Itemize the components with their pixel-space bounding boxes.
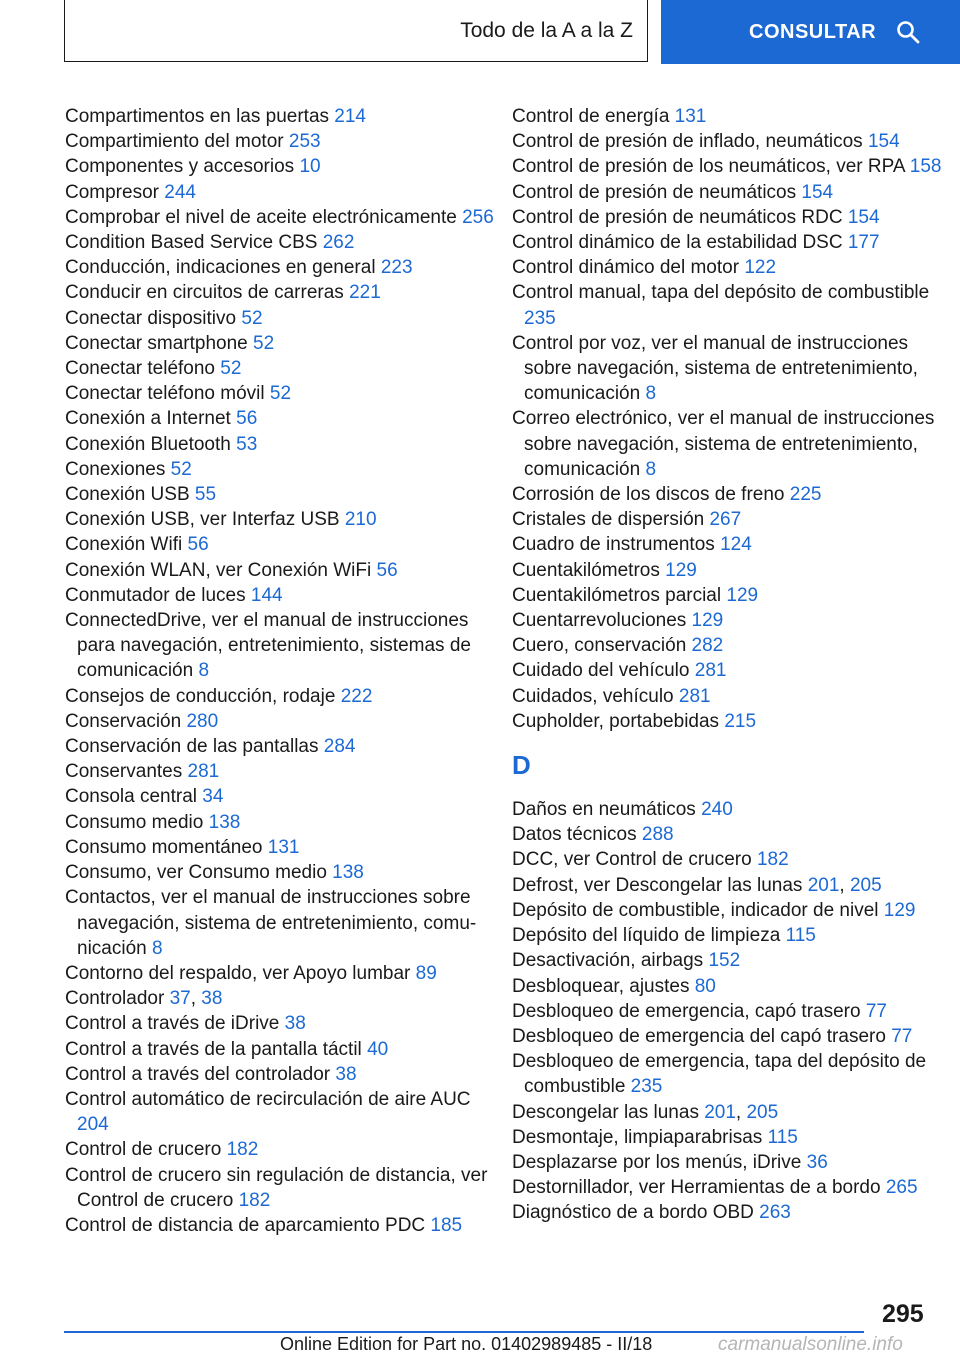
tab-index-a-z[interactable]	[64, 0, 648, 62]
index-entry	[65, 1062, 505, 1087]
page-link[interactable]: 154	[847, 206, 880, 228]
index-entry	[512, 974, 952, 999]
page-separator: ,	[190, 988, 202, 1010]
index-entry	[65, 1037, 505, 1062]
index-entry-text: Cupholder, portabebidas	[512, 710, 725, 732]
index-entry	[512, 822, 952, 847]
index-entry	[65, 154, 505, 179]
page-link[interactable]: 10	[299, 156, 321, 178]
index-entry-text: Contactos, ver el manual de instrucciones sobre navegación, sistema de entretenimiento, comunicación	[65, 887, 477, 959]
index-entry-text: Desactivación, airbags	[512, 950, 709, 972]
consult-button[interactable]	[661, 0, 960, 64]
index-entry	[512, 255, 952, 280]
index-column-left	[65, 104, 505, 1238]
index-entry-text: Conservación	[65, 710, 187, 732]
page-link[interactable]: 52	[241, 307, 263, 329]
index-entry-text: Cuentakilómetros	[512, 559, 666, 581]
page-link[interactable]: 201	[704, 1101, 736, 1123]
page-link[interactable]: 56	[236, 408, 258, 430]
page-link[interactable]: 38	[201, 988, 223, 1010]
page-link[interactable]: 138	[332, 862, 364, 884]
index-entry-text: Correo electrónico, ver el manual de instrucciones sobre navegación, sistema de entretenimiento, comunicación	[512, 408, 935, 480]
index-entry	[512, 898, 952, 923]
index-entry-text: Desplazarse por los menús, iDrive	[512, 1151, 807, 1173]
index-entry-text: Comprobar el nivel de aceite electrónicamente	[65, 206, 463, 228]
page-link[interactable]: 77	[891, 1025, 913, 1047]
index-entry-text: Control de presión de neumáticos	[512, 181, 802, 203]
page-link[interactable]: 182	[238, 1189, 271, 1211]
index-entry	[65, 558, 505, 583]
index-entry	[65, 331, 505, 356]
page-link[interactable]: 215	[724, 710, 757, 732]
index-entry-text: Conservantes	[65, 761, 188, 783]
index-entry-text: Control de energía	[512, 106, 675, 127]
index-entry-text: Desmontaje, limpiaparabrisas	[512, 1126, 768, 1148]
index-entry-text: Compartimentos en las puertas	[65, 106, 335, 127]
page-link[interactable]: 244	[164, 181, 196, 203]
index-entry-text: Conectar dispositivo	[65, 307, 242, 329]
index-entry-text: Conexiones	[65, 458, 171, 480]
page-separator: ,	[735, 1101, 747, 1123]
page-link[interactable]: 221	[349, 282, 381, 304]
page-link[interactable]: 154	[801, 181, 834, 203]
index-entry-text: Control a través de la pantalla táctil	[65, 1038, 368, 1060]
page-link[interactable]: 138	[208, 811, 241, 833]
index-entry	[512, 205, 952, 230]
page-link[interactable]: 225	[789, 484, 822, 506]
page-link[interactable]: 56	[187, 534, 209, 556]
index-entry	[512, 1024, 952, 1049]
index-entry	[512, 873, 952, 898]
index-entry	[65, 1137, 505, 1162]
index-entry	[65, 532, 505, 557]
index-entry	[65, 255, 505, 280]
page-link[interactable]: 8	[152, 937, 163, 959]
index-entry-text: Controlador	[65, 988, 170, 1010]
page-link[interactable]: 210	[344, 509, 377, 531]
index-entry	[65, 759, 505, 784]
index-entry-text: Consumo momentáneo	[65, 836, 268, 858]
index-entry-text: Consumo medio	[65, 811, 209, 833]
index-entry	[65, 406, 505, 431]
index-entry-text: Condition Based Service CBS	[65, 232, 323, 254]
page-link[interactable]: 152	[708, 950, 741, 972]
page-link[interactable]: 214	[334, 106, 366, 127]
index-entry-text: Control automático de recirculación de aire AUC	[65, 1088, 471, 1110]
index-entry-text: Control dinámico del motor	[512, 257, 745, 279]
index-entry-text: Control de distancia de aparcamiento PDC	[65, 1214, 431, 1236]
index-section-c-continued	[512, 104, 952, 734]
page-link[interactable]: 262	[322, 232, 355, 254]
index-entry-text: Diagnóstico de a bordo OBD	[512, 1202, 760, 1224]
index-entry	[65, 961, 505, 986]
page-link[interactable]: 182	[756, 849, 789, 871]
index-entry	[65, 230, 505, 255]
page-link[interactable]: 38	[335, 1063, 357, 1085]
footer-divider	[64, 1331, 864, 1333]
page-link[interactable]: 154	[867, 131, 900, 153]
index-entry-text: Conexión Wifi	[65, 534, 188, 556]
index-entry	[512, 180, 952, 205]
index-entry	[65, 583, 505, 608]
index-entry-text: Conservación de las pantallas	[65, 736, 324, 758]
page-link[interactable]: 52	[253, 332, 275, 354]
index-entry-text: Desbloqueo de emergencia, tapa del depósito de combustible	[512, 1051, 927, 1098]
page-separator: ,	[839, 874, 850, 896]
index-entry	[512, 230, 952, 255]
page-link[interactable]: 53	[236, 433, 258, 455]
index-entry	[512, 684, 952, 709]
index-entry	[512, 999, 952, 1024]
index-entry	[512, 154, 952, 179]
index-entry-text: Consejos de conducción, rodaje	[65, 685, 341, 707]
index-entry-text: Conexión WLAN, ver Conexión WiFi	[65, 559, 377, 581]
page-link[interactable]: 177	[847, 232, 880, 254]
index-entry	[65, 784, 505, 809]
index-entry-text: Conducción, indicaciones en general	[65, 257, 381, 279]
index-entry-text: Destornillador, ver Herramientas de a bordo	[512, 1177, 886, 1199]
page-link[interactable]: 281	[694, 660, 727, 682]
index-entry	[65, 306, 505, 331]
index-entry	[65, 885, 505, 961]
section-letter: D	[512, 750, 531, 781]
page-link[interactable]: 144	[250, 584, 283, 606]
index-entry	[512, 923, 952, 948]
index-entry-text: Cuentarrevoluciones	[512, 610, 692, 632]
index-entry-text: Control de crucero	[65, 1139, 227, 1161]
page-link[interactable]: 205	[849, 874, 882, 896]
index-entry	[65, 1163, 505, 1213]
page-link[interactable]: 89	[415, 962, 437, 984]
watermark: carmanualsonline.info	[718, 1334, 903, 1355]
page-link[interactable]: 131	[674, 106, 707, 127]
index-entry-text: Daños en neumáticos	[512, 799, 702, 821]
page-link[interactable]: 38	[284, 1013, 306, 1035]
page-link[interactable]: 36	[806, 1151, 828, 1173]
index-entry-text: Control a través del controlador	[65, 1063, 336, 1085]
index-entry	[65, 432, 505, 457]
index-entry-text: Conmutador de luces	[65, 584, 251, 606]
page-link[interactable]: 122	[744, 257, 777, 279]
index-entry	[512, 608, 952, 633]
index-entry	[65, 684, 505, 709]
page-link[interactable]: 282	[691, 635, 724, 657]
page-link[interactable]: 52	[170, 458, 192, 480]
page-link[interactable]: 267	[709, 509, 742, 531]
index-entry-text: Desbloqueo de emergencia del capó trasero	[512, 1025, 892, 1047]
page-link[interactable]: 201	[807, 874, 840, 896]
index-entry-text: Componentes y accesorios	[65, 156, 300, 178]
index-entry	[65, 810, 505, 835]
page-link[interactable]: 265	[885, 1177, 918, 1199]
index-entry	[65, 507, 505, 532]
page-link[interactable]: 256	[462, 206, 494, 228]
index-entry-text: Cuero, conservación	[512, 635, 692, 657]
page-link[interactable]: 56	[376, 559, 398, 581]
consult-button-label: CONSULTAR	[749, 20, 877, 43]
index-entry	[512, 1049, 952, 1099]
index-entry	[65, 1011, 505, 1036]
page-link[interactable]: 222	[340, 685, 373, 707]
index-entry-text: Contorno del respaldo, ver Apoyo lumbar	[65, 962, 416, 984]
index-entry	[65, 860, 505, 885]
index-entry-text: Control de presión de los neumáticos, ver RPA	[512, 156, 910, 178]
index-entry	[512, 1100, 952, 1125]
index-entry	[512, 948, 952, 973]
page-link[interactable]: 223	[380, 257, 413, 279]
index-entry	[65, 482, 505, 507]
index-column-right	[512, 104, 952, 1226]
index-entry-text: Control por voz, ver el manual de instrucciones sobre navegación, sistema de entretenimiento, comunicación	[512, 332, 918, 405]
index-entry	[65, 1213, 505, 1238]
index-entry	[65, 180, 505, 205]
index-entry	[512, 847, 952, 872]
index-entry	[65, 835, 505, 860]
page-link[interactable]: 115	[785, 925, 816, 947]
page-link[interactable]: 205	[746, 1101, 779, 1123]
index-entry	[65, 129, 505, 154]
index-entry-text: Compartimiento del motor	[65, 131, 289, 153]
page-link[interactable]: 263	[759, 1202, 791, 1224]
index-entry	[65, 709, 505, 734]
index-entry-text: Consola central	[65, 786, 203, 808]
index-entry	[512, 1200, 952, 1225]
page-link[interactable]: 235	[524, 307, 556, 329]
tab-index-a-z-label: Todo de la A a la Z	[460, 18, 633, 42]
index-entry	[512, 633, 952, 658]
index-entry-text: Conducir en circuitos de carreras	[65, 282, 350, 304]
page-link[interactable]: 55	[194, 484, 217, 506]
index-entry-text: Desbloquear, ajustes	[512, 975, 695, 997]
index-entry-text: Conexión USB	[65, 484, 195, 506]
index-entry-text: Defrost, ver Descongelar las lunas	[512, 874, 808, 896]
index-entry-text: Conectar teléfono	[65, 358, 221, 380]
index-entry-text: Control a través de iDrive	[65, 1013, 285, 1035]
index-entry	[512, 331, 952, 407]
page-link[interactable]: 281	[678, 685, 711, 707]
index-entry-text: Desbloqueo de emergencia, capó trasero	[512, 1000, 866, 1022]
index-entry-text: Depósito del líquido de limpieza	[512, 925, 786, 947]
page-link[interactable]: 158	[909, 156, 942, 178]
index-entry-text: Datos técnicos	[512, 824, 642, 846]
index-entry-text: Corrosión de los discos de freno	[512, 484, 790, 506]
index-entry-text: Cuentakilómetros parcial	[512, 584, 727, 606]
page-link[interactable]: 52	[220, 358, 242, 380]
index-entry-text: Control dinámico de la estabilidad DSC	[512, 232, 848, 254]
page-link[interactable]: 288	[641, 824, 674, 846]
page-link[interactable]: 8	[198, 660, 210, 682]
page-link[interactable]: 253	[288, 131, 321, 153]
index-entry-text: Cristales de dispersión	[512, 509, 710, 531]
index-entry	[512, 406, 952, 482]
page-number: 295	[882, 1300, 924, 1328]
index-entry	[512, 1150, 952, 1175]
page-link[interactable]: 34	[202, 786, 224, 808]
index-entry	[512, 280, 952, 330]
index-entry	[65, 734, 505, 759]
page-link[interactable]: 240	[701, 799, 733, 821]
index-entry	[512, 1125, 952, 1150]
index-entry-text: Depósito de combustible, indicador de nivel	[512, 899, 884, 921]
index-entry-text: Conexión USB, ver Interfaz USB	[65, 509, 345, 531]
page-link[interactable]: 185	[430, 1214, 463, 1236]
page-link[interactable]: 182	[226, 1139, 259, 1161]
page-link[interactable]: 8	[645, 383, 657, 405]
page-link[interactable]: 129	[691, 610, 724, 632]
page-link[interactable]: 280	[186, 710, 219, 732]
page-link[interactable]: 124	[720, 534, 752, 556]
index-entry-text: Conexión a Internet	[65, 408, 237, 430]
index-entry-text: Conexión Bluetooth	[65, 433, 237, 455]
index-entry-text: Cuidados, vehículo	[512, 685, 679, 707]
page-link[interactable]: 131	[267, 836, 300, 858]
index-entry	[65, 205, 505, 230]
index-entry	[512, 482, 952, 507]
index-entry	[512, 797, 952, 822]
page-link[interactable]: 37	[169, 988, 191, 1010]
page-link[interactable]: 284	[323, 736, 356, 758]
index-entry	[65, 381, 505, 406]
index-entry	[65, 986, 505, 1011]
index-entry	[512, 583, 952, 608]
index-entry	[65, 104, 505, 129]
page-link[interactable]: 80	[694, 975, 716, 997]
index-entry-text: Conectar smartphone	[65, 332, 253, 354]
index-entry	[65, 280, 505, 305]
page-link[interactable]: 281	[187, 761, 220, 783]
page-link[interactable]: 77	[865, 1000, 887, 1022]
index-entry	[65, 1087, 505, 1137]
page-link[interactable]: 235	[630, 1076, 663, 1098]
index-entry-text: Consumo, ver Consumo medio	[65, 862, 333, 884]
page-link[interactable]: 52	[269, 383, 292, 405]
index-entry-text: Control de crucero sin regulación de distancia, ver Control de crucero	[65, 1164, 488, 1211]
index-entry-text: Cuadro de instrumentos	[512, 534, 721, 556]
index-entry	[512, 129, 952, 154]
index-entry-text: ConnectedDrive, ver el manual de instrucciones para navegación, entretenimiento, sistemas de comunicación	[65, 610, 471, 682]
index-entry-text: Compresor	[65, 181, 165, 203]
page-link[interactable]: 204	[77, 1114, 109, 1136]
index-entry	[512, 658, 952, 683]
index-section-d	[512, 797, 952, 1225]
search-icon	[896, 20, 920, 44]
index-entry-text: Descongelar las lunas	[512, 1101, 705, 1123]
page-link[interactable]: 40	[367, 1038, 389, 1060]
page-link[interactable]: 129	[665, 559, 697, 581]
index-entry	[512, 558, 952, 583]
index-entry-text: Cuidado del vehículo	[512, 660, 695, 682]
index-entry-text: Control de presión de neumáticos RDC	[512, 206, 848, 228]
index-entry	[512, 1175, 952, 1200]
edition-text: Online Edition for Part no. 01402989485 - II/18	[280, 1334, 653, 1354]
index-entry	[65, 608, 505, 684]
index-entry	[512, 104, 952, 129]
index-entry-text: Control de presión de inflado, neumáticos	[512, 131, 868, 153]
index-entry-text: Control manual, tapa del depósito de combustible	[512, 282, 930, 304]
page-link[interactable]: 8	[645, 458, 657, 480]
index-entry	[65, 356, 505, 381]
page-link[interactable]: 129	[883, 899, 916, 921]
index-entry	[512, 709, 952, 734]
page-link[interactable]: 129	[726, 584, 759, 606]
index-entry-text: DCC, ver Control de crucero	[512, 849, 757, 871]
index-entry-text: Conectar teléfono móvil	[65, 383, 270, 405]
index-entry	[512, 532, 952, 557]
index-entry	[512, 507, 952, 532]
page-link[interactable]: 115	[767, 1126, 798, 1148]
index-entry	[65, 457, 505, 482]
